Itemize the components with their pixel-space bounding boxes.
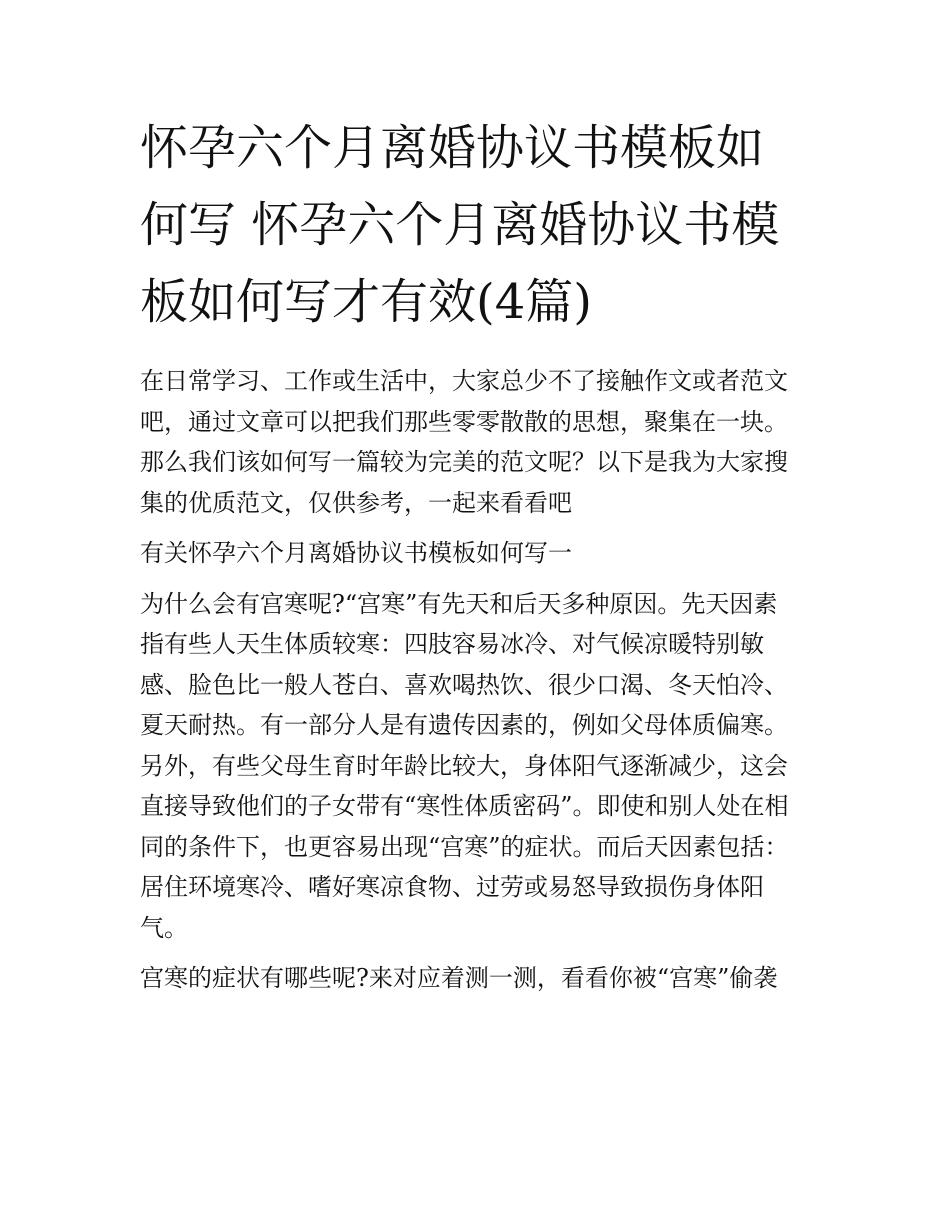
document-title [140, 110, 816, 341]
text-line: 气。 [140, 913, 188, 942]
text-line: 直接导致他们的子女带有“寒性体质密码”。即使和别人处在相 [140, 792, 789, 820]
title-line: 何写 怀孕六个月离婚协议书模 [140, 197, 780, 253]
text-line: 在日常学习、工作或生活中，大家总少不了接触作文或者范文 [140, 367, 788, 395]
text-line: 同的条件下，也更容易出现“宫寒”的症状。而后天因素包括： [140, 832, 789, 861]
text-line: 那么我们该如何写一篇较为完美的范文呢？以下是我为大家搜 [140, 448, 788, 476]
section-heading [140, 533, 816, 574]
text-line: 指有些人天生体质较寒：四肢容易冰冷、对气候凉暖特别敏 [140, 630, 764, 658]
text-line: 另外，有些父母生育时年龄比较大，身体阳气逐渐减少，这会 [140, 751, 788, 780]
text-line: 有关怀孕六个月离婚协议书模板如何写一 [140, 539, 572, 567]
body-paragraph-1 [140, 584, 816, 949]
text-line: 夏天耐热。有一部分人是有遗传因素的，例如父母体质偏寒。 [140, 711, 788, 739]
text-line: 吧，通过文章可以把我们那些零零散散的思想，聚集在一块。 [140, 407, 788, 436]
text-line: 集的优质范文，仅供参考，一起来看看吧 [140, 488, 572, 517]
text-line: 居住环境寒冷、嗜好寒凉食物、过劳或易怒导致损伤身体阳 [140, 873, 764, 901]
title-line: 怀孕六个月离婚协议书模板如 [140, 120, 765, 176]
text-line: 宫寒的症状有哪些呢?来对应着测一测，看看你被“宫寒”偷袭 [140, 964, 778, 992]
text-line: 感、脸色比一般人苍白、喜欢喝热饮、很少口渴、冬天怕冷、 [140, 670, 788, 699]
intro-paragraph [140, 361, 816, 523]
title-line: 板如何写才有效(4篇) [140, 274, 592, 330]
document-page [140, 110, 816, 999]
body-paragraph-2 [140, 958, 816, 999]
text-line: 为什么会有宫寒呢?“宫寒”有先天和后天多种原因。先天因素 [140, 589, 778, 618]
